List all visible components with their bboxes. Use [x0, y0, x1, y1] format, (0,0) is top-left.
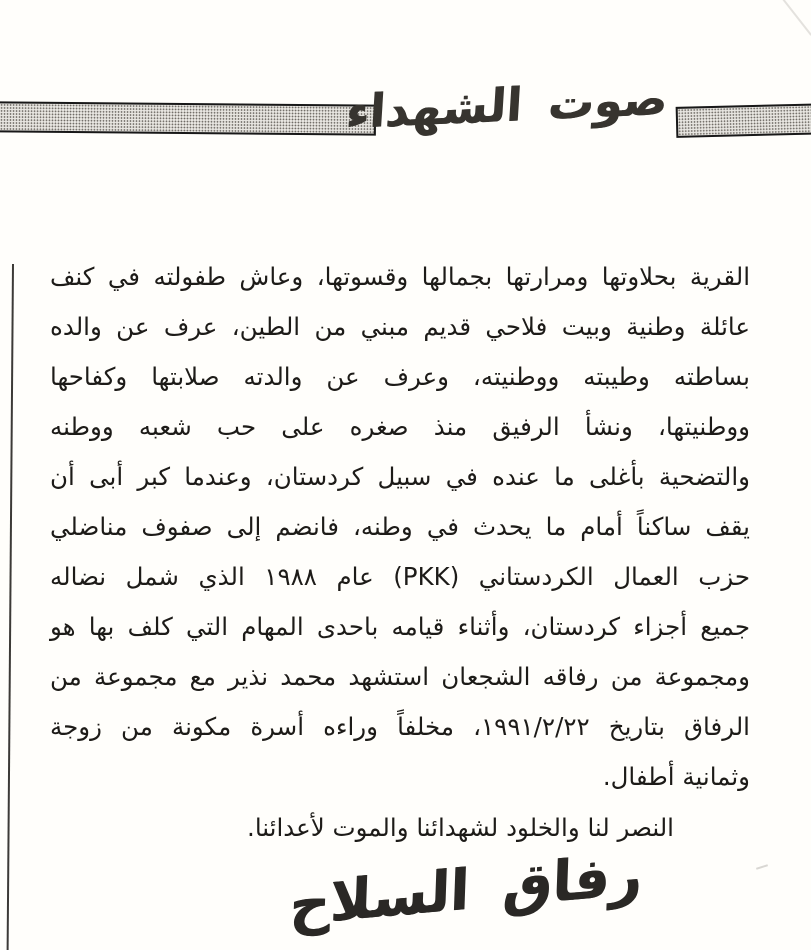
text-line: وثمانية أطفال.	[602, 762, 750, 791]
text-line: ومجموعة من رفاقه الشجعان استشهد محمد نذير مع مجموعة من	[50, 662, 750, 691]
slogan-line: النصر لنا والخلود لشهدائنا والموت لأعدائنا.	[247, 813, 674, 842]
text-line: ووطنيتها، ونشأ الرفيق منذ صغره على حب شعبه ووطنه	[50, 412, 750, 441]
article-text	[50, 252, 750, 852]
signature: رفاق السلاح	[288, 842, 644, 939]
text-line: الرفاق بتاريخ ١٩٩١/٢/٢٢، مخلفاً وراءه أسرة مكونة من زوجة	[50, 712, 750, 741]
text-line: والتضحية بأغلى ما عنده في سبيل كردستان، وعندما كبر أبى أن	[50, 462, 750, 491]
scan-speck	[756, 864, 768, 870]
masthead-rule-right	[676, 103, 811, 138]
text-line: عائلة وطنية وبيت فلاحي قديم مبني من الطين، عرف عن والده	[50, 312, 750, 341]
text-line: يقف ساكناً أمام ما يحدث في وطنه، فانضم إلى صفوف مناضلي	[50, 512, 750, 541]
text-line: القرية بحلاوتها ومرارتها بجمالها وقسوتها، وعاش طفولته في كنف	[50, 262, 750, 291]
text-line: بساطته وطيبته ووطنيته، وعرف عن والدته صلابتها وكفاحها	[50, 362, 750, 391]
masthead-title: صوت الشهداء	[344, 70, 670, 140]
masthead-rule-left	[0, 101, 376, 135]
text-line: حزب العمال الكردستاني (PKK) عام ١٩٨٨ الذي شمل نضاله	[50, 562, 750, 591]
text-line: جميع أجزاء كردستان، وأثناء قيامه باحدى المهام التي كلف بها هو	[50, 612, 750, 641]
scan-mark	[782, 0, 811, 36]
page-edge-line	[7, 264, 14, 950]
